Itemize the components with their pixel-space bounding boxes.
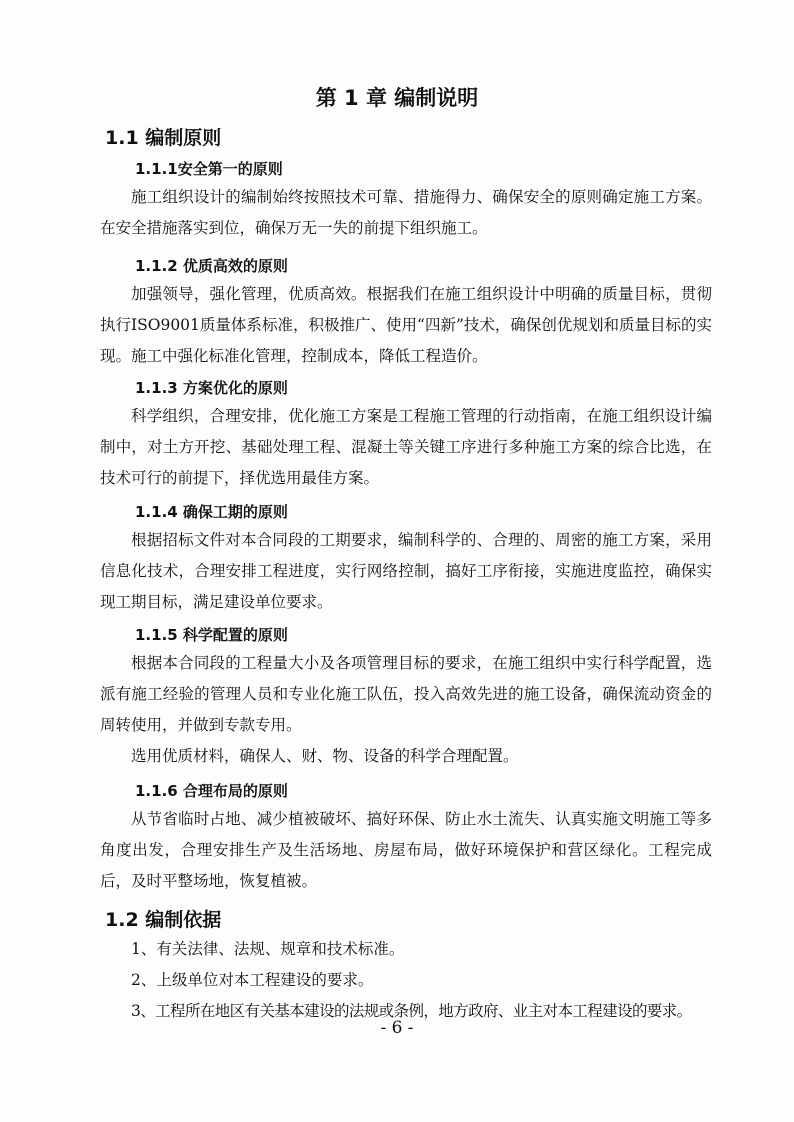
chapter-title: 第 1 章 编制说明 xyxy=(315,86,479,110)
subsection-heading-1-1-4: 1.1.4 确保工期的原则 xyxy=(135,503,288,521)
list-item: 1、有关法律、法规、规章和技术标准。 xyxy=(131,940,405,958)
paragraph-1-1-1: 施工组织设计的编制始终按照技术可靠、措施得力、确保安全的原则确定施工方案。在安全措施落实到位，确保万无一失的前提下组织施工。 xyxy=(100,188,712,237)
section-heading-1-2: 1.2 编制依据 xyxy=(105,909,222,931)
paragraph-1-1-4: 根据招标文件对本合同段的工期要求，编制科学的、合理的、周密的施工方案，采用信息化技术，合理安排工程进度，实行网络控制，搞好工序衔接，实施进度监控，确保实现工期目标，满足建设单位要求。 xyxy=(100,531,712,611)
list-item: 2、上级单位对本工程建设的要求。 xyxy=(131,971,374,989)
paragraph-1-1-6: 从节省临时占地、减少植被破坏、搞好环保、防止水土流失、认真实施文明施工等多角度出发，合理安排生产及生活场地、房屋布局，做好环境保护和营区绿化。工程完成后，及时平整场地，恢复植被。 xyxy=(100,810,712,890)
page-number: - 6 - xyxy=(380,1018,414,1038)
paragraph-1-1-5a: 根据本合同段的工程量大小及各项管理目标的要求，在施工组织中实行科学配置，选派有施工经验的管理人员和专业化施工队伍，投入高效先进的施工设备，确保流动资金的周转使用，并做到专款专用。 xyxy=(100,654,712,734)
subsection-heading-1-1-1: 1.1.1安全第一的原则 xyxy=(135,160,283,178)
subsection-heading-1-1-5: 1.1.5 科学配置的原则 xyxy=(135,626,288,644)
paragraph-1-1-3: 科学组织，合理安排，优化施工方案是工程施工管理的行动指南，在施工组织设计编制中，对土方开挖、基础处理工程、混凝土等关键工序进行多种施工方案的综合比选，在技术可行的前提下，择优选用最佳方案。 xyxy=(100,407,712,487)
subsection-heading-1-1-6: 1.1.6 合理布局的原则 xyxy=(135,782,288,800)
paragraph-1-1-2: 加强领导，强化管理，优质高效。根据我们在施工组织设计中明确的质量目标，贯彻执行ISO9001质量体系标准，积极推广、使用“四新”技术，确保创优规划和质量目标的实现。施工中强化标准化管理，控制成本，降低工程造价。 xyxy=(100,285,712,365)
paragraph-1-1-5b: 选用优质材料，确保人、财、物、设备的科学合理配置。 xyxy=(131,747,519,765)
list-item: 3、工程所在地区有关基本建设的法规或条例，地方政府、业主对本工程建设的要求。 xyxy=(131,1002,692,1020)
subsection-heading-1-1-2: 1.1.2 优质高效的原则 xyxy=(135,257,288,275)
subsection-heading-1-1-3: 1.1.3 方案优化的原则 xyxy=(135,379,288,397)
section-heading-1-1: 1.1 编制原则 xyxy=(105,127,222,149)
